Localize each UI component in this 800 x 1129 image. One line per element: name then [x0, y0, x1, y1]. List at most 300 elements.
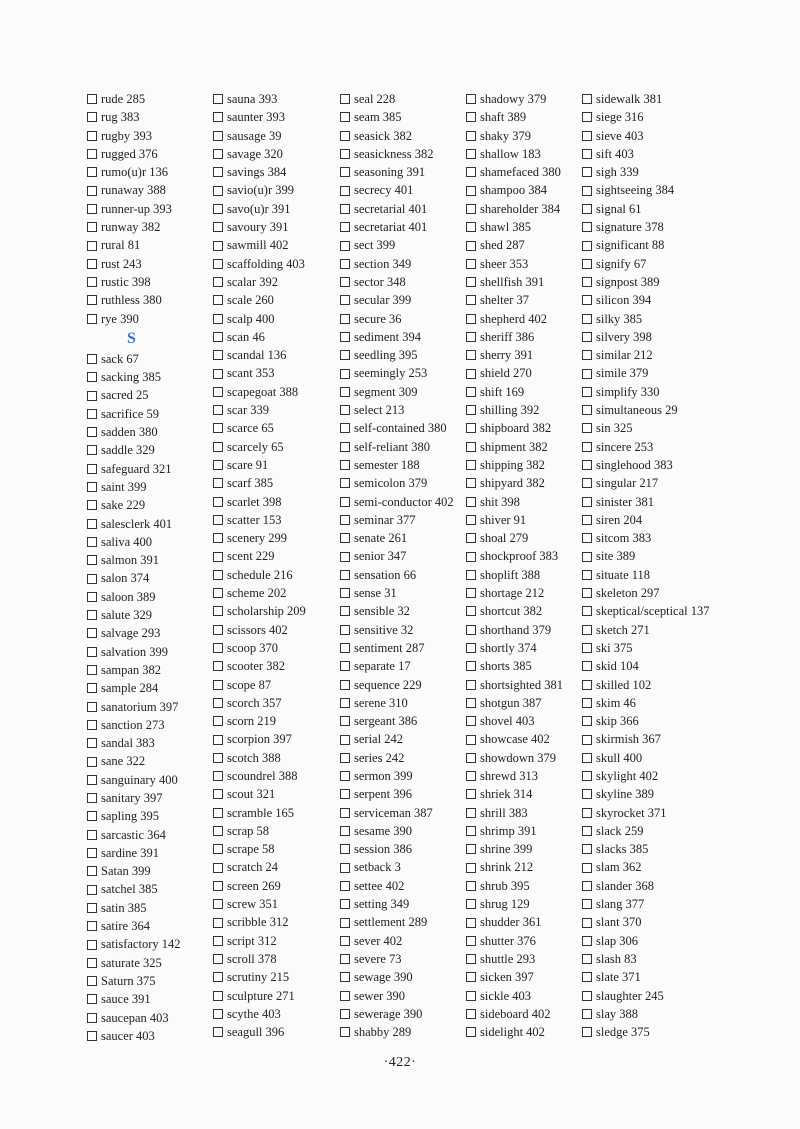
checkbox-icon[interactable]: [466, 661, 476, 671]
index-entry: [340, 236, 454, 254]
checkbox-icon[interactable]: [582, 149, 592, 159]
index-entry: [340, 200, 454, 218]
checkbox-icon[interactable]: [213, 954, 223, 964]
checkbox-icon[interactable]: [87, 757, 97, 767]
checkbox-icon[interactable]: [340, 112, 350, 122]
checkbox-icon[interactable]: [582, 972, 592, 982]
checkbox-icon[interactable]: [340, 222, 350, 232]
checkbox-icon[interactable]: [582, 295, 592, 305]
checkbox-icon[interactable]: [340, 661, 350, 671]
checkbox-icon[interactable]: [340, 606, 350, 616]
checkbox-icon[interactable]: [213, 295, 223, 305]
checkbox-icon[interactable]: [582, 735, 592, 745]
checkbox-icon[interactable]: [213, 570, 223, 580]
checkbox-icon[interactable]: [87, 866, 97, 876]
checkbox-icon[interactable]: [213, 844, 223, 854]
checkbox-icon[interactable]: [87, 131, 97, 141]
checkbox-icon[interactable]: [213, 350, 223, 360]
checkbox-icon[interactable]: [87, 702, 97, 712]
checkbox-icon[interactable]: [87, 94, 97, 104]
checkbox-icon[interactable]: [87, 775, 97, 785]
checkbox-icon[interactable]: [466, 295, 476, 305]
checkbox-icon[interactable]: [340, 954, 350, 964]
checkbox-icon[interactable]: [582, 552, 592, 562]
checkbox-icon[interactable]: [466, 972, 476, 982]
checkbox-icon[interactable]: [466, 826, 476, 836]
checkbox-icon[interactable]: [87, 738, 97, 748]
checkbox-icon[interactable]: [213, 387, 223, 397]
checkbox-icon[interactable]: [213, 881, 223, 891]
checkbox-icon[interactable]: [466, 954, 476, 964]
checkbox-icon[interactable]: [213, 735, 223, 745]
checkbox-icon[interactable]: [466, 112, 476, 122]
checkbox-icon[interactable]: [466, 131, 476, 141]
checkbox-icon[interactable]: [340, 478, 350, 488]
checkbox-icon[interactable]: [466, 643, 476, 653]
checkbox-icon[interactable]: [582, 753, 592, 763]
entry-label: shawl 385: [480, 220, 532, 235]
checkbox-icon[interactable]: [466, 680, 476, 690]
checkbox-icon[interactable]: [466, 460, 476, 470]
checkbox-icon[interactable]: [340, 277, 350, 287]
checkbox-icon[interactable]: [340, 533, 350, 543]
checkbox-icon[interactable]: [340, 515, 350, 525]
checkbox-icon[interactable]: [582, 94, 592, 104]
index-entry: [213, 529, 306, 547]
checkbox-icon[interactable]: [582, 112, 592, 122]
checkbox-icon[interactable]: [87, 976, 97, 986]
checkbox-icon[interactable]: [340, 350, 350, 360]
checkbox-icon[interactable]: [582, 680, 592, 690]
checkbox-icon[interactable]: [466, 314, 476, 324]
checkbox-icon[interactable]: [466, 606, 476, 616]
checkbox-icon[interactable]: [213, 149, 223, 159]
entry-label: showdown 379: [480, 750, 557, 765]
entry-label: rye 390: [101, 311, 139, 326]
entry-label: shrub 395: [480, 878, 530, 893]
checkbox-icon[interactable]: [213, 112, 223, 122]
checkbox-icon[interactable]: [213, 661, 223, 671]
checkbox-icon[interactable]: [340, 753, 350, 763]
checkbox-icon[interactable]: [582, 789, 592, 799]
checkbox-icon[interactable]: [213, 972, 223, 982]
checkbox-icon[interactable]: [466, 387, 476, 397]
checkbox-icon[interactable]: [87, 592, 97, 602]
checkbox-icon[interactable]: [340, 1027, 350, 1037]
checkbox-icon[interactable]: [87, 241, 97, 251]
checkbox-icon[interactable]: [87, 610, 97, 620]
checkbox-icon[interactable]: [340, 899, 350, 909]
checkbox-icon[interactable]: [340, 698, 350, 708]
checkbox-icon[interactable]: [213, 186, 223, 196]
checkbox-icon[interactable]: [466, 149, 476, 159]
checkbox-icon[interactable]: [582, 259, 592, 269]
index-entry: [340, 694, 454, 712]
entry-label: scrutiny 215: [227, 970, 290, 985]
checkbox-icon[interactable]: [466, 442, 476, 452]
checkbox-icon[interactable]: [582, 643, 592, 653]
checkbox-icon[interactable]: [340, 405, 350, 415]
checkbox-icon[interactable]: [466, 991, 476, 1001]
checkbox-icon[interactable]: [582, 936, 592, 946]
checkbox-icon[interactable]: [213, 369, 223, 379]
checkbox-icon[interactable]: [466, 899, 476, 909]
checkbox-icon[interactable]: [466, 204, 476, 214]
checkbox-icon[interactable]: [213, 478, 223, 488]
checkbox-icon[interactable]: [213, 241, 223, 251]
checkbox-icon[interactable]: [213, 423, 223, 433]
checkbox-icon[interactable]: [87, 519, 97, 529]
checkbox-icon[interactable]: [213, 1009, 223, 1019]
checkbox-icon[interactable]: [340, 881, 350, 891]
entry-label: sediment 394: [354, 329, 422, 344]
checkbox-icon[interactable]: [340, 332, 350, 342]
checkbox-icon[interactable]: [466, 186, 476, 196]
checkbox-icon[interactable]: [340, 423, 350, 433]
index-entry: [582, 895, 710, 913]
checkbox-icon[interactable]: [582, 423, 592, 433]
entry-label: salute 329: [101, 608, 153, 623]
checkbox-icon[interactable]: [466, 350, 476, 360]
checkbox-icon[interactable]: [340, 588, 350, 598]
entry-label: scrap 58: [227, 823, 269, 838]
checkbox-icon[interactable]: [466, 94, 476, 104]
checkbox-icon[interactable]: [582, 991, 592, 1001]
index-entry: [213, 639, 306, 657]
index-entry: [582, 804, 710, 822]
checkbox-icon[interactable]: [466, 405, 476, 415]
page-number: ·422·: [383, 1055, 417, 1070]
checkbox-icon[interactable]: [213, 533, 223, 543]
checkbox-icon[interactable]: [87, 958, 97, 968]
checkbox-icon[interactable]: [87, 464, 97, 474]
checkbox-icon[interactable]: [582, 954, 592, 964]
checkbox-icon[interactable]: [466, 332, 476, 342]
checkbox-icon[interactable]: [87, 222, 97, 232]
entry-label: shovel 403: [480, 714, 535, 729]
checkbox-icon[interactable]: [340, 972, 350, 982]
checkbox-icon[interactable]: [340, 991, 350, 1001]
index-entry: [213, 987, 306, 1005]
checkbox-icon[interactable]: [213, 680, 223, 690]
index-entry: [87, 807, 181, 825]
checkbox-icon[interactable]: [340, 680, 350, 690]
checkbox-icon[interactable]: [87, 427, 97, 437]
checkbox-icon[interactable]: [340, 241, 350, 251]
checkbox-icon[interactable]: [466, 533, 476, 543]
checkbox-icon[interactable]: [340, 295, 350, 305]
checkbox-icon[interactable]: [213, 789, 223, 799]
checkbox-icon[interactable]: [340, 808, 350, 818]
checkbox-icon[interactable]: [213, 552, 223, 562]
checkbox-icon[interactable]: [87, 683, 97, 693]
entry-label: scapegoat 388: [227, 384, 299, 399]
checkbox-icon[interactable]: [87, 555, 97, 565]
checkbox-icon[interactable]: [466, 1027, 476, 1037]
checkbox-icon[interactable]: [582, 186, 592, 196]
index-entry: [87, 273, 181, 291]
checkbox-icon[interactable]: [87, 574, 97, 584]
checkbox-icon[interactable]: [87, 204, 97, 214]
checkbox-icon[interactable]: [340, 844, 350, 854]
checkbox-icon[interactable]: [213, 94, 223, 104]
entry-label: sicken 397: [480, 970, 534, 985]
index-entry: [213, 145, 306, 163]
checkbox-icon[interactable]: [87, 295, 97, 305]
checkbox-icon[interactable]: [87, 314, 97, 324]
checkbox-icon[interactable]: [87, 482, 97, 492]
checkbox-icon[interactable]: [213, 460, 223, 470]
checkbox-icon[interactable]: [213, 826, 223, 836]
checkbox-icon[interactable]: [582, 1009, 592, 1019]
checkbox-icon[interactable]: [466, 277, 476, 287]
checkbox-icon[interactable]: [582, 771, 592, 781]
checkbox-icon[interactable]: [466, 167, 476, 177]
checkbox-icon[interactable]: [582, 460, 592, 470]
checkbox-icon[interactable]: [340, 1009, 350, 1019]
checkbox-icon[interactable]: [466, 863, 476, 873]
checkbox-icon[interactable]: [340, 570, 350, 580]
checkbox-icon[interactable]: [340, 204, 350, 214]
checkbox-icon[interactable]: [582, 588, 592, 598]
entry-label: skim 46: [596, 695, 636, 710]
checkbox-icon[interactable]: [213, 918, 223, 928]
checkbox-icon[interactable]: [213, 606, 223, 616]
entry-label: semicolon 379: [354, 476, 428, 491]
checkbox-icon[interactable]: [466, 552, 476, 562]
checkbox-icon[interactable]: [466, 753, 476, 763]
entry-label: rural 81: [101, 238, 141, 253]
checkbox-icon[interactable]: [213, 698, 223, 708]
checkbox-icon[interactable]: [340, 167, 350, 177]
entry-label: sarcastic 364: [101, 827, 166, 842]
checkbox-icon[interactable]: [340, 314, 350, 324]
checkbox-icon[interactable]: [582, 332, 592, 342]
checkbox-icon[interactable]: [340, 369, 350, 379]
checkbox-icon[interactable]: [582, 918, 592, 928]
checkbox-icon[interactable]: [213, 991, 223, 1001]
checkbox-icon[interactable]: [87, 720, 97, 730]
checkbox-icon[interactable]: [466, 570, 476, 580]
index-entry: [340, 364, 454, 382]
checkbox-icon[interactable]: [87, 259, 97, 269]
checkbox-icon[interactable]: [87, 628, 97, 638]
checkbox-icon[interactable]: [466, 259, 476, 269]
checkbox-icon[interactable]: [582, 716, 592, 726]
checkbox-icon[interactable]: [213, 863, 223, 873]
index-entry: [87, 460, 181, 478]
checkbox-icon[interactable]: [340, 716, 350, 726]
checkbox-icon[interactable]: [340, 643, 350, 653]
checkbox-icon[interactable]: [213, 625, 223, 635]
checkbox-icon[interactable]: [582, 698, 592, 708]
checkbox-icon[interactable]: [87, 811, 97, 821]
checkbox-icon[interactable]: [466, 497, 476, 507]
checkbox-icon[interactable]: [582, 204, 592, 214]
checkbox-icon[interactable]: [87, 793, 97, 803]
checkbox-icon[interactable]: [340, 826, 350, 836]
checkbox-icon[interactable]: [582, 497, 592, 507]
checkbox-icon[interactable]: [466, 771, 476, 781]
checkbox-icon[interactable]: [466, 588, 476, 598]
checkbox-icon[interactable]: [87, 848, 97, 858]
checkbox-icon[interactable]: [340, 460, 350, 470]
checkbox-icon[interactable]: [582, 241, 592, 251]
checkbox-icon[interactable]: [213, 259, 223, 269]
entry-label: scalar 392: [227, 274, 279, 289]
checkbox-icon[interactable]: [340, 771, 350, 781]
checkbox-icon[interactable]: [87, 277, 97, 287]
checkbox-icon[interactable]: [582, 899, 592, 909]
checkbox-icon[interactable]: [213, 1027, 223, 1037]
index-entry: [582, 968, 710, 986]
checkbox-icon[interactable]: [582, 369, 592, 379]
entry-label: shift 169: [480, 384, 525, 399]
checkbox-icon[interactable]: [87, 903, 97, 913]
entry-label: sightseeing 384: [596, 183, 675, 198]
checkbox-icon[interactable]: [466, 844, 476, 854]
checkbox-icon[interactable]: [466, 936, 476, 946]
checkbox-icon[interactable]: [87, 167, 97, 177]
checkbox-icon[interactable]: [466, 918, 476, 928]
checkbox-icon[interactable]: [466, 222, 476, 232]
checkbox-icon[interactable]: [582, 277, 592, 287]
checkbox-icon[interactable]: [340, 387, 350, 397]
checkbox-icon[interactable]: [466, 1009, 476, 1019]
entry-label: sermon 399: [354, 768, 413, 783]
checkbox-icon[interactable]: [582, 625, 592, 635]
checkbox-icon[interactable]: [466, 478, 476, 488]
checkbox-icon[interactable]: [87, 537, 97, 547]
checkbox-icon[interactable]: [87, 830, 97, 840]
checkbox-icon[interactable]: [340, 918, 350, 928]
checkbox-icon[interactable]: [213, 314, 223, 324]
checkbox-icon[interactable]: [87, 885, 97, 895]
checkbox-icon[interactable]: [340, 552, 350, 562]
checkbox-icon[interactable]: [582, 515, 592, 525]
checkbox-icon[interactable]: [340, 149, 350, 159]
checkbox-icon[interactable]: [340, 625, 350, 635]
index-entry: [87, 606, 181, 624]
checkbox-icon[interactable]: [87, 647, 97, 657]
checkbox-icon[interactable]: [87, 940, 97, 950]
checkbox-icon[interactable]: [87, 186, 97, 196]
checkbox-icon[interactable]: [213, 808, 223, 818]
checkbox-icon[interactable]: [213, 131, 223, 141]
checkbox-icon[interactable]: [582, 881, 592, 891]
checkbox-icon[interactable]: [340, 863, 350, 873]
checkbox-icon[interactable]: [340, 936, 350, 946]
checkbox-icon[interactable]: [340, 789, 350, 799]
checkbox-icon[interactable]: [213, 515, 223, 525]
checkbox-icon[interactable]: [582, 478, 592, 488]
checkbox-icon[interactable]: [87, 112, 97, 122]
checkbox-icon[interactable]: [87, 500, 97, 510]
checkbox-icon[interactable]: [213, 753, 223, 763]
checkbox-icon[interactable]: [213, 771, 223, 781]
checkbox-icon[interactable]: [340, 735, 350, 745]
checkbox-icon[interactable]: [466, 625, 476, 635]
index-entry: [213, 547, 306, 565]
checkbox-icon[interactable]: [582, 405, 592, 415]
checkbox-icon[interactable]: [87, 149, 97, 159]
checkbox-icon[interactable]: [582, 222, 592, 232]
checkbox-icon[interactable]: [87, 354, 97, 364]
index-entry: [340, 90, 454, 108]
checkbox-icon[interactable]: [582, 863, 592, 873]
checkbox-icon[interactable]: [582, 661, 592, 671]
checkbox-icon[interactable]: [582, 570, 592, 580]
checkbox-icon[interactable]: [87, 1013, 97, 1023]
checkbox-icon[interactable]: [582, 533, 592, 543]
entry-label: showcase 402: [480, 732, 550, 747]
checkbox-icon[interactable]: [87, 1031, 97, 1041]
checkbox-icon[interactable]: [87, 665, 97, 675]
index-entry: [582, 90, 710, 108]
checkbox-icon[interactable]: [87, 372, 97, 382]
checkbox-icon[interactable]: [466, 241, 476, 251]
checkbox-icon[interactable]: [213, 716, 223, 726]
checkbox-icon[interactable]: [582, 1027, 592, 1037]
checkbox-icon[interactable]: [582, 314, 592, 324]
checkbox-icon[interactable]: [340, 259, 350, 269]
checkbox-icon[interactable]: [213, 222, 223, 232]
index-entry: [340, 108, 454, 126]
checkbox-icon[interactable]: [213, 497, 223, 507]
checkbox-icon[interactable]: [582, 350, 592, 360]
checkbox-icon[interactable]: [213, 442, 223, 452]
checkbox-icon[interactable]: [582, 606, 592, 616]
checkbox-icon[interactable]: [213, 899, 223, 909]
checkbox-icon[interactable]: [87, 921, 97, 931]
checkbox-icon[interactable]: [340, 186, 350, 196]
checkbox-icon[interactable]: [213, 167, 223, 177]
checkbox-icon[interactable]: [87, 391, 97, 401]
checkbox-icon[interactable]: [466, 789, 476, 799]
checkbox-icon[interactable]: [213, 643, 223, 653]
checkbox-icon[interactable]: [213, 936, 223, 946]
checkbox-icon[interactable]: [466, 881, 476, 891]
checkbox-icon[interactable]: [466, 369, 476, 379]
checkbox-icon[interactable]: [213, 588, 223, 598]
checkbox-icon[interactable]: [213, 332, 223, 342]
checkbox-icon[interactable]: [466, 698, 476, 708]
checkbox-icon[interactable]: [466, 423, 476, 433]
checkbox-icon[interactable]: [582, 387, 592, 397]
checkbox-icon[interactable]: [87, 409, 97, 419]
checkbox-icon[interactable]: [582, 442, 592, 452]
checkbox-icon[interactable]: [213, 204, 223, 214]
checkbox-icon[interactable]: [582, 808, 592, 818]
checkbox-icon[interactable]: [340, 442, 350, 452]
checkbox-icon[interactable]: [582, 844, 592, 854]
checkbox-icon[interactable]: [466, 716, 476, 726]
checkbox-icon[interactable]: [213, 277, 223, 287]
checkbox-icon[interactable]: [466, 515, 476, 525]
index-entry: [582, 547, 710, 565]
checkbox-icon[interactable]: [340, 94, 350, 104]
checkbox-icon[interactable]: [582, 826, 592, 836]
checkbox-icon[interactable]: [582, 167, 592, 177]
checkbox-icon[interactable]: [87, 994, 97, 1004]
checkbox-icon[interactable]: [340, 131, 350, 141]
checkbox-icon[interactable]: [87, 445, 97, 455]
checkbox-icon[interactable]: [466, 735, 476, 745]
checkbox-icon[interactable]: [582, 131, 592, 141]
checkbox-icon[interactable]: [340, 497, 350, 507]
checkbox-icon[interactable]: [213, 405, 223, 415]
checkbox-icon[interactable]: [466, 808, 476, 818]
